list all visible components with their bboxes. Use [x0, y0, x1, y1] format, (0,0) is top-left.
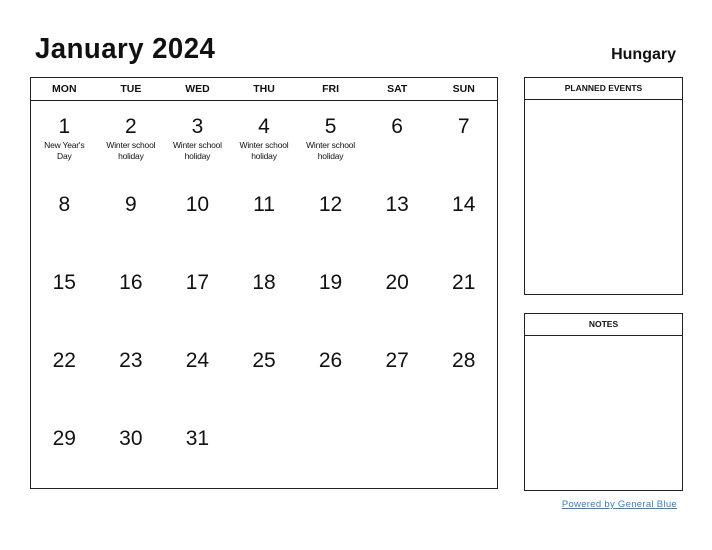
planned-events-title: PLANNED EVENTS [525, 78, 682, 100]
day-cell [297, 101, 364, 179]
day-number: 5 [324, 115, 337, 138]
day-cell [231, 413, 298, 491]
day-cell [430, 335, 497, 413]
holiday-label [364, 373, 431, 374]
day-cell [98, 179, 165, 257]
holiday-label [430, 217, 497, 218]
weekday-mon: MON [52, 83, 77, 95]
page-title: January 2024 [35, 33, 216, 65]
day-number: 9 [125, 193, 137, 216]
holiday-label [98, 217, 165, 218]
day-number: 22 [52, 349, 76, 372]
day-number: 20 [385, 271, 409, 294]
day-cell [297, 335, 364, 413]
day-cell [31, 257, 98, 335]
weekday-header [31, 78, 497, 101]
holiday-label [231, 373, 298, 374]
holiday-label [430, 427, 497, 428]
day-cell [98, 257, 165, 335]
day-cell [98, 413, 165, 491]
holiday-label [98, 295, 165, 296]
day-cell [231, 257, 298, 335]
day-cell [31, 413, 98, 491]
day-cell [164, 179, 231, 257]
day-number: 21 [452, 271, 476, 294]
day-number: 19 [318, 271, 343, 294]
day-cell [231, 335, 298, 413]
country-label: Hungary [611, 46, 676, 63]
day-cell [164, 413, 231, 491]
day-number: 16 [119, 271, 143, 294]
day-cell [31, 101, 98, 179]
holiday-label [297, 217, 364, 218]
planned-events-panel [524, 77, 683, 295]
day-cell [297, 257, 364, 335]
holiday-label [430, 295, 497, 296]
holiday-label [31, 217, 98, 218]
day-number: 18 [252, 271, 276, 294]
holiday-label [164, 217, 231, 218]
holiday-label [31, 295, 98, 296]
day-number: 27 [385, 349, 409, 372]
holiday-label [98, 451, 165, 452]
weekday-fri: FRI [322, 83, 340, 95]
day-number: 29 [52, 427, 76, 450]
day-number: 25 [252, 349, 276, 372]
holiday-label: Winter school holiday [306, 140, 355, 161]
holiday-label [231, 295, 298, 296]
holiday-label [164, 451, 231, 452]
holiday-label: Winter school holiday [106, 140, 156, 161]
holiday-label: Winter school holiday [172, 140, 222, 161]
day-cell [364, 257, 431, 335]
day-cell [297, 179, 364, 257]
day-number: 12 [318, 193, 343, 216]
day-cell [31, 335, 98, 413]
day-cell [231, 101, 298, 179]
day-number: 26 [318, 349, 343, 372]
notes-title: NOTES [525, 314, 682, 336]
day-cell [31, 179, 98, 257]
holiday-label [31, 373, 98, 374]
holiday-label: New Year's Day [44, 140, 85, 161]
holiday-label [430, 373, 497, 374]
day-number: 7 [457, 115, 470, 138]
day-number: 14 [452, 193, 476, 216]
weekday-tue: TUE [120, 83, 142, 95]
holiday-label [164, 373, 231, 374]
holiday-label [31, 451, 98, 452]
day-number: 23 [119, 349, 143, 372]
notes-panel [524, 313, 683, 491]
weekday-sun: SUN [452, 83, 475, 95]
day-number: 1 [58, 115, 71, 138]
holiday-label [231, 427, 298, 428]
holiday-label [297, 295, 364, 296]
day-cell [164, 335, 231, 413]
day-cell [364, 101, 431, 179]
holiday-label: Winter school holiday [239, 140, 289, 161]
day-cell [364, 179, 431, 257]
holiday-label [430, 139, 497, 140]
holiday-label [364, 427, 431, 428]
holiday-label [364, 139, 431, 140]
day-cell [98, 335, 165, 413]
day-cell [430, 257, 497, 335]
day-cell [164, 101, 231, 179]
weekday-thu: THU [253, 83, 275, 95]
day-cell [430, 101, 497, 179]
day-cells [31, 101, 497, 491]
day-cell [430, 413, 497, 491]
day-number: 2 [125, 115, 137, 138]
day-number: 31 [185, 427, 210, 450]
day-number: 8 [58, 193, 71, 216]
day-cell [430, 179, 497, 257]
day-number: 24 [185, 349, 210, 372]
day-cell [364, 413, 431, 491]
weekday-wed: WED [185, 83, 210, 95]
holiday-label [231, 217, 298, 218]
holiday-label [297, 427, 364, 428]
day-cell [98, 101, 165, 179]
day-number: 30 [119, 427, 143, 450]
calendar-grid [30, 77, 498, 489]
day-cell [364, 335, 431, 413]
day-cell [297, 413, 364, 491]
holiday-label [164, 295, 231, 296]
day-number: 17 [185, 271, 210, 294]
weekday-sat: SAT [387, 83, 408, 95]
powered-by-link[interactable]: Powered by General Blue [561, 499, 677, 510]
day-number: 28 [452, 349, 476, 372]
day-number: 4 [258, 115, 270, 138]
day-number: 10 [185, 193, 210, 216]
day-number: 11 [253, 193, 275, 216]
day-number: 6 [391, 115, 403, 138]
holiday-label [297, 373, 364, 374]
day-number: 13 [385, 193, 409, 216]
day-number: 3 [191, 115, 204, 138]
holiday-label [364, 295, 431, 296]
day-number: 15 [52, 271, 76, 294]
holiday-label [364, 217, 431, 218]
holiday-label [98, 373, 165, 374]
day-cell [231, 179, 298, 257]
day-cell [164, 257, 231, 335]
